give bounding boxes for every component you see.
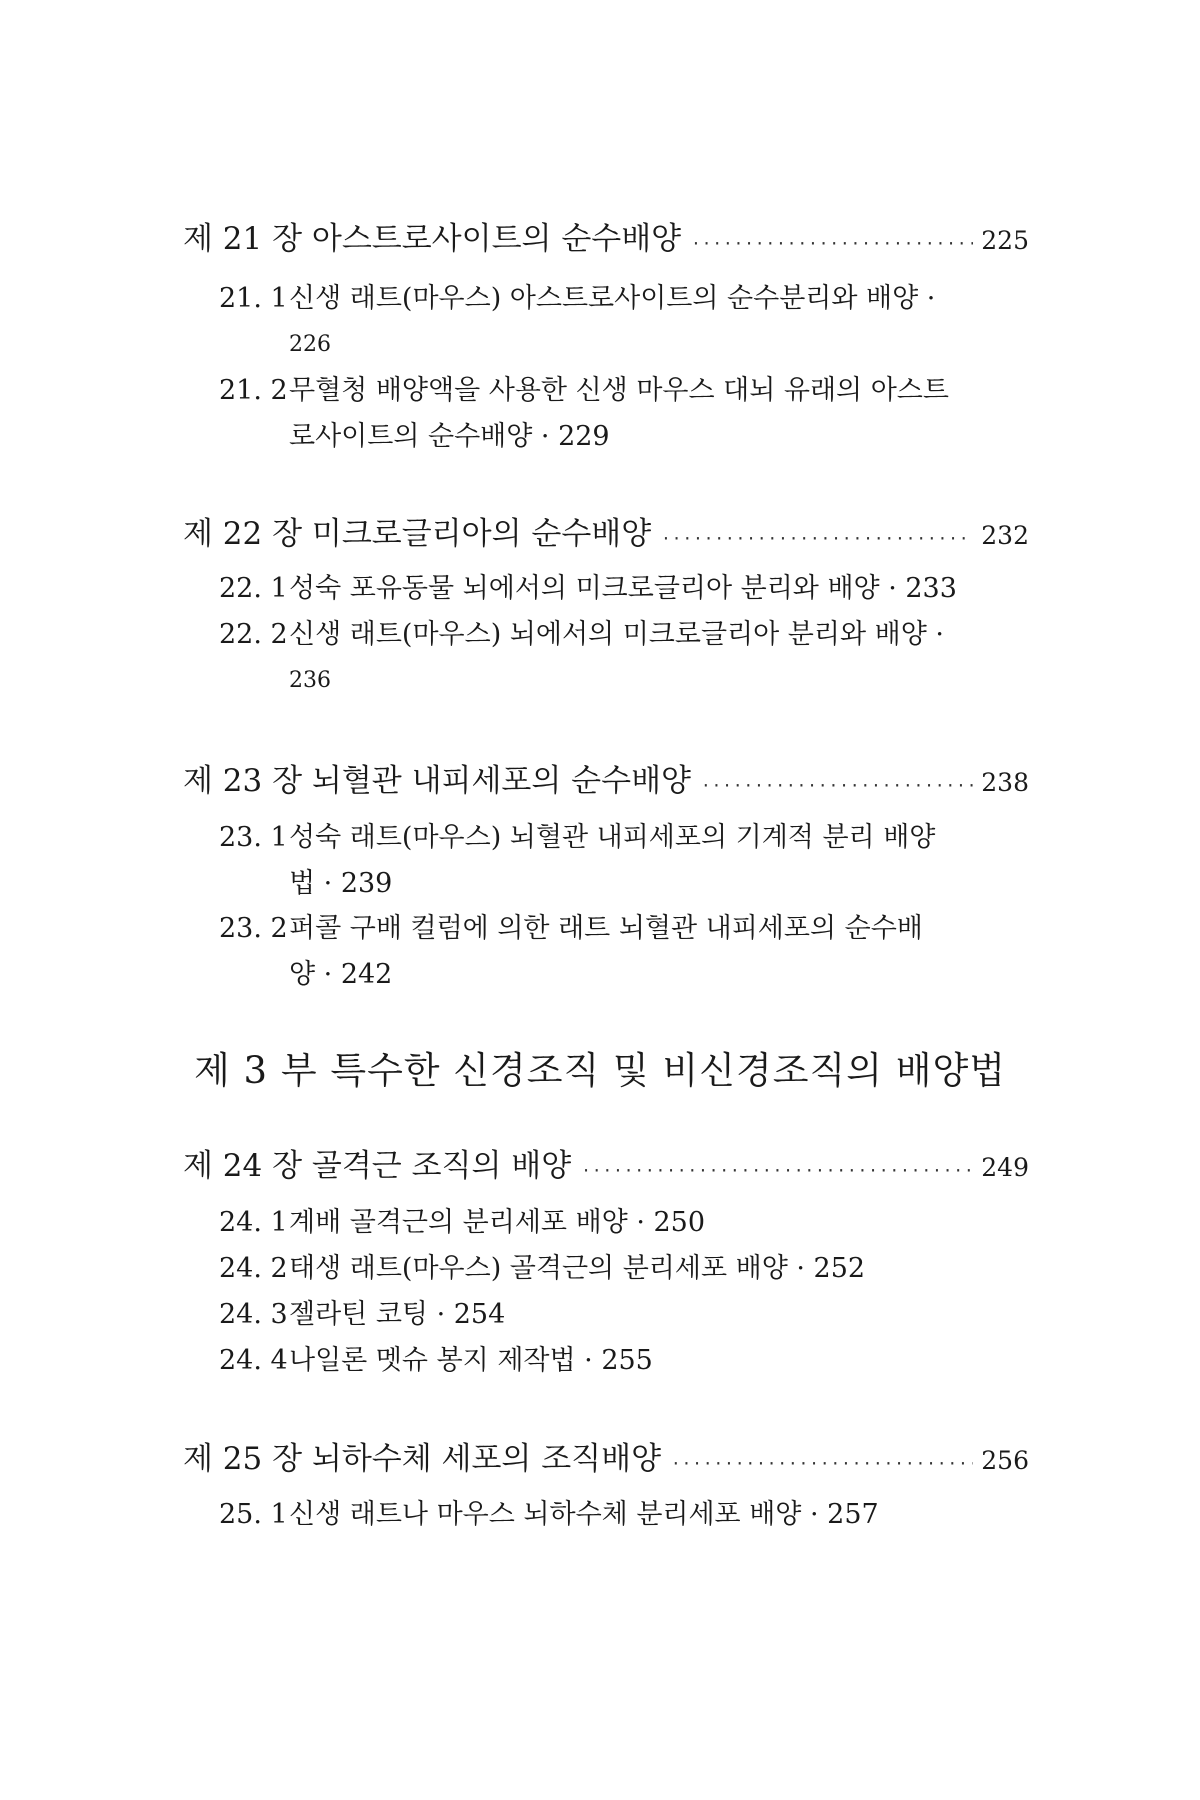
chapter-22-entry	[183, 508, 1029, 553]
section-number: 22. 2	[219, 619, 288, 650]
section-title-continued: 로사이트의 순수배양 · 229	[289, 421, 610, 452]
chapter-title: 제 23 장 뇌혈관 내피세포의 순수배양	[183, 763, 691, 799]
section-number: 24. 1	[219, 1207, 288, 1238]
section-title: 성숙 래트(마우스) 뇌혈관 내피세포의 기계적 분리 배양	[289, 822, 936, 853]
section-title-continued: 양 · 242	[289, 959, 393, 990]
section-title: 신생 래트나 마우스 뇌하수체 분리세포 배양 · 257	[289, 1499, 879, 1530]
section-number: 23. 2	[219, 913, 288, 944]
chapter-title: 제 25 장 뇌하수체 세포의 조직배양	[183, 1441, 662, 1477]
chapter-page-number: 238	[981, 768, 1029, 797]
section-24-4	[219, 1338, 1029, 1384]
chapter-24-entry	[183, 1140, 1029, 1185]
section-title: 나일론 멧슈 봉지 제작법 · 255	[289, 1345, 653, 1376]
section-title: 젤라틴 코팅 · 254	[289, 1299, 506, 1330]
chapter-23-entry	[183, 755, 1029, 800]
section-page-number: 236	[289, 668, 331, 693]
section-title: 태생 래트(마우스) 골격근의 분리세포 배양 · 252	[289, 1253, 866, 1284]
section-number: 24. 3	[219, 1299, 288, 1330]
section-21-1	[219, 276, 1029, 368]
chapter-title: 제 22 장 미크로글리아의 순수배양	[183, 516, 652, 552]
section-21-2	[219, 368, 1029, 460]
section-title: 계배 골격근의 분리세포 배양 · 250	[289, 1207, 706, 1238]
section-number: 25. 1	[219, 1499, 288, 1530]
section-title: 퍼콜 구배 컬럼에 의한 래트 뇌혈관 내피세포의 순수배	[289, 913, 923, 944]
chapter-page-number: 225	[981, 226, 1029, 255]
section-title-continued: 법 · 239	[289, 868, 393, 899]
part-title: 제 3 부 특수한 신경조직 및 비신경조직의 배양법	[194, 1049, 1006, 1092]
dot-leader	[701, 776, 973, 795]
dot-leader	[581, 1161, 973, 1180]
section-number: 24. 2	[219, 1253, 288, 1284]
section-24-1	[219, 1200, 1029, 1246]
section-25-1	[219, 1492, 1029, 1538]
section-title: 무혈청 배양액을 사용한 신생 마우스 대뇌 유래의 아스트	[289, 375, 949, 406]
section-23-1	[219, 815, 1029, 907]
chapter-21-entry	[183, 213, 1029, 258]
chapter-25-entry	[183, 1433, 1029, 1478]
section-number: 22. 1	[219, 573, 288, 604]
section-number: 24. 4	[219, 1345, 288, 1376]
section-title: 성숙 포유동물 뇌에서의 미크로글리아 분리와 배양 · 233	[289, 573, 957, 604]
chapter-title: 제 24 장 골격근 조직의 배양	[183, 1148, 572, 1184]
section-22-1	[219, 566, 1029, 612]
dot-leader	[691, 234, 973, 253]
section-24-3	[219, 1292, 1029, 1338]
section-number: 21. 1	[219, 283, 288, 314]
chapter-title: 제 21 장 아스트로사이트의 순수배양	[183, 221, 682, 257]
section-title: 신생 래트(마우스) 뇌에서의 미크로글리아 분리와 배양 ·	[289, 619, 944, 650]
chapter-page-number: 256	[981, 1446, 1029, 1475]
chapter-page-number: 232	[981, 521, 1029, 550]
section-23-2	[219, 906, 1029, 998]
chapter-page-number: 249	[981, 1153, 1029, 1182]
section-number: 23. 1	[219, 822, 288, 853]
section-22-2	[219, 612, 1029, 704]
section-24-2	[219, 1246, 1029, 1292]
section-page-number: 226	[289, 332, 331, 357]
dot-leader	[661, 529, 973, 548]
dot-leader	[671, 1454, 973, 1473]
section-title: 신생 래트(마우스) 아스트로사이트의 순수분리와 배양 ·	[289, 283, 936, 314]
section-number: 21. 2	[219, 375, 288, 406]
